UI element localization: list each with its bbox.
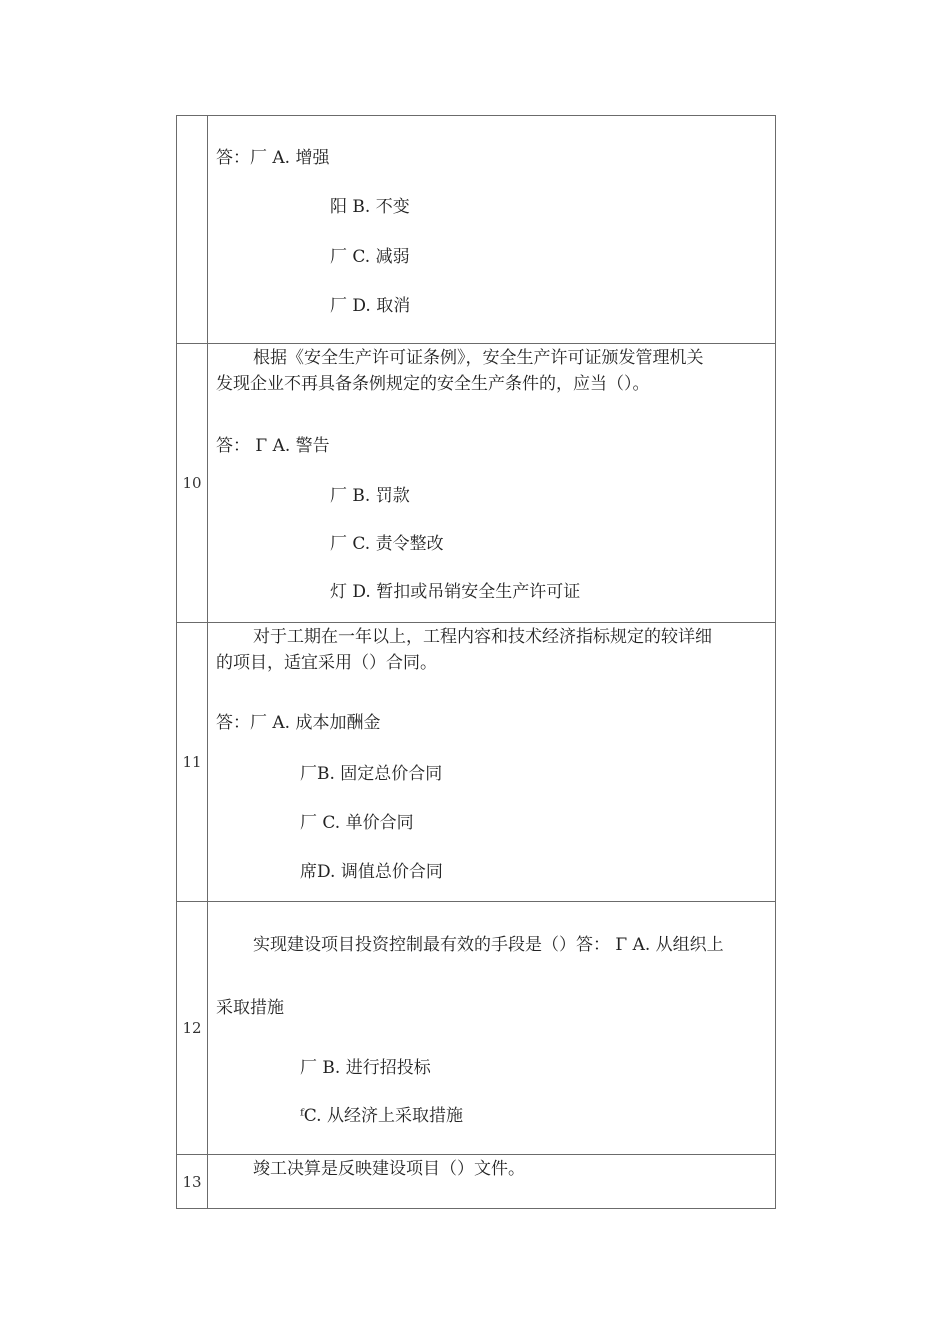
question-content [208, 116, 776, 344]
question-number: 12 [177, 902, 208, 1155]
option-c: 厂 C. 单价合同 [300, 813, 414, 833]
question-number [177, 116, 208, 344]
question-content [208, 623, 776, 902]
table-row [177, 902, 776, 1155]
question-text-line-1: 竣工决算是反映建设项目（）文件。 [253, 1159, 525, 1179]
table-row [177, 623, 776, 902]
question-number: 10 [177, 344, 208, 623]
question-number: 11 [177, 623, 208, 902]
table-row [177, 1155, 776, 1209]
question-content [208, 344, 776, 623]
question-number: 13 [177, 1155, 208, 1209]
question-content [208, 902, 776, 1155]
option-d: 席D. 调值总价合同 [300, 862, 443, 882]
option-a: 答： Γ A. 警告 [216, 436, 330, 456]
option-c: 厂 C. 责令整改 [330, 534, 444, 554]
question-text-line-2: 发现企业不再具备条例规定的安全生产条件的，应当（）。 [216, 374, 650, 394]
option-b: 厂 B. 进行招投标 [300, 1058, 431, 1078]
option-b: 阳 B. 不变 [330, 197, 410, 217]
option-a: 答：厂 A. 成本加酬金 [216, 713, 381, 733]
question-table [176, 115, 776, 1209]
question-table-container [176, 115, 774, 1209]
table-row [177, 116, 776, 344]
option-d: 灯 D. 暂扣或吊销安全生产许可证 [330, 582, 581, 602]
option-a: 答：厂 A. 增强 [216, 148, 330, 168]
question-text-line-2: 采取措施 [216, 998, 284, 1018]
option-b: 厂 B. 罚款 [330, 486, 410, 506]
question-text-line-1: 对于工期在一年以上，工程内容和技术经济指标规定的较详细 [253, 627, 712, 647]
option-d: 厂 D. 取消 [330, 296, 411, 316]
question-content [208, 1155, 776, 1209]
option-b: 厂B. 固定总价合同 [300, 764, 443, 784]
question-text-line-2: 的项目，适宜采用（）合同。 [216, 653, 437, 673]
option-c: 厂 C. 减弱 [330, 247, 410, 267]
option-c: ᶠC. 从经济上采取措施 [300, 1106, 463, 1126]
question-text-line-1: 实现建设项目投资控制最有效的手段是（）答： Γ A. 从组织上 [253, 935, 724, 955]
table-row [177, 344, 776, 623]
question-text-line-1: 根据《安全生产许可证条例》，安全生产许可证颁发管理机关 [253, 348, 704, 368]
